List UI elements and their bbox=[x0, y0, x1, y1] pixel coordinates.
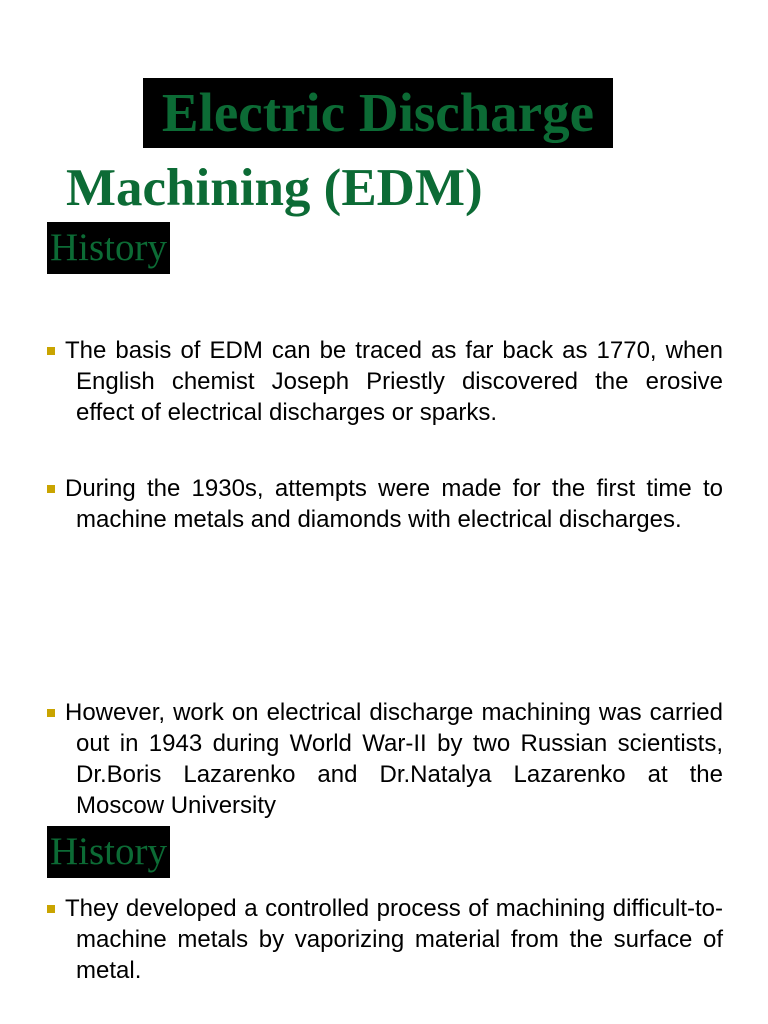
title-line-2: Machining (EDM) bbox=[66, 159, 483, 217]
bullet-text: They developed a controlled process of machining difficult-to-machine metals by vaporizing material from the surface of metal. bbox=[65, 895, 723, 984]
bullet-item bbox=[45, 335, 723, 428]
bullet-text: The basis of EDM can be traced as far back as 1770, when English chemist Joseph Priestly discovered the erosive effect of electrical discharges or sparks. bbox=[65, 337, 723, 426]
square-bullet-icon bbox=[47, 347, 55, 355]
square-bullet-icon bbox=[47, 905, 55, 913]
bullet-item bbox=[45, 893, 723, 986]
section-heading-history: History bbox=[47, 222, 170, 274]
section-heading-history-2: History bbox=[47, 826, 170, 878]
bullet-text: During the 1930s, attempts were made for the first time to machine metals and diamonds with electrical discharges. bbox=[65, 475, 723, 533]
bullet-item bbox=[45, 697, 723, 821]
title-line-1: Electric Discharge bbox=[143, 78, 613, 148]
square-bullet-icon bbox=[47, 709, 55, 717]
square-bullet-icon bbox=[47, 485, 55, 493]
bullet-item bbox=[45, 473, 723, 535]
bullet-text: However, work on electrical discharge machining was carried out in 1943 during World War-II by two Russian scientists, Dr.Boris Lazarenko and Dr.Natalya Lazarenko at the Moscow University bbox=[65, 699, 723, 819]
